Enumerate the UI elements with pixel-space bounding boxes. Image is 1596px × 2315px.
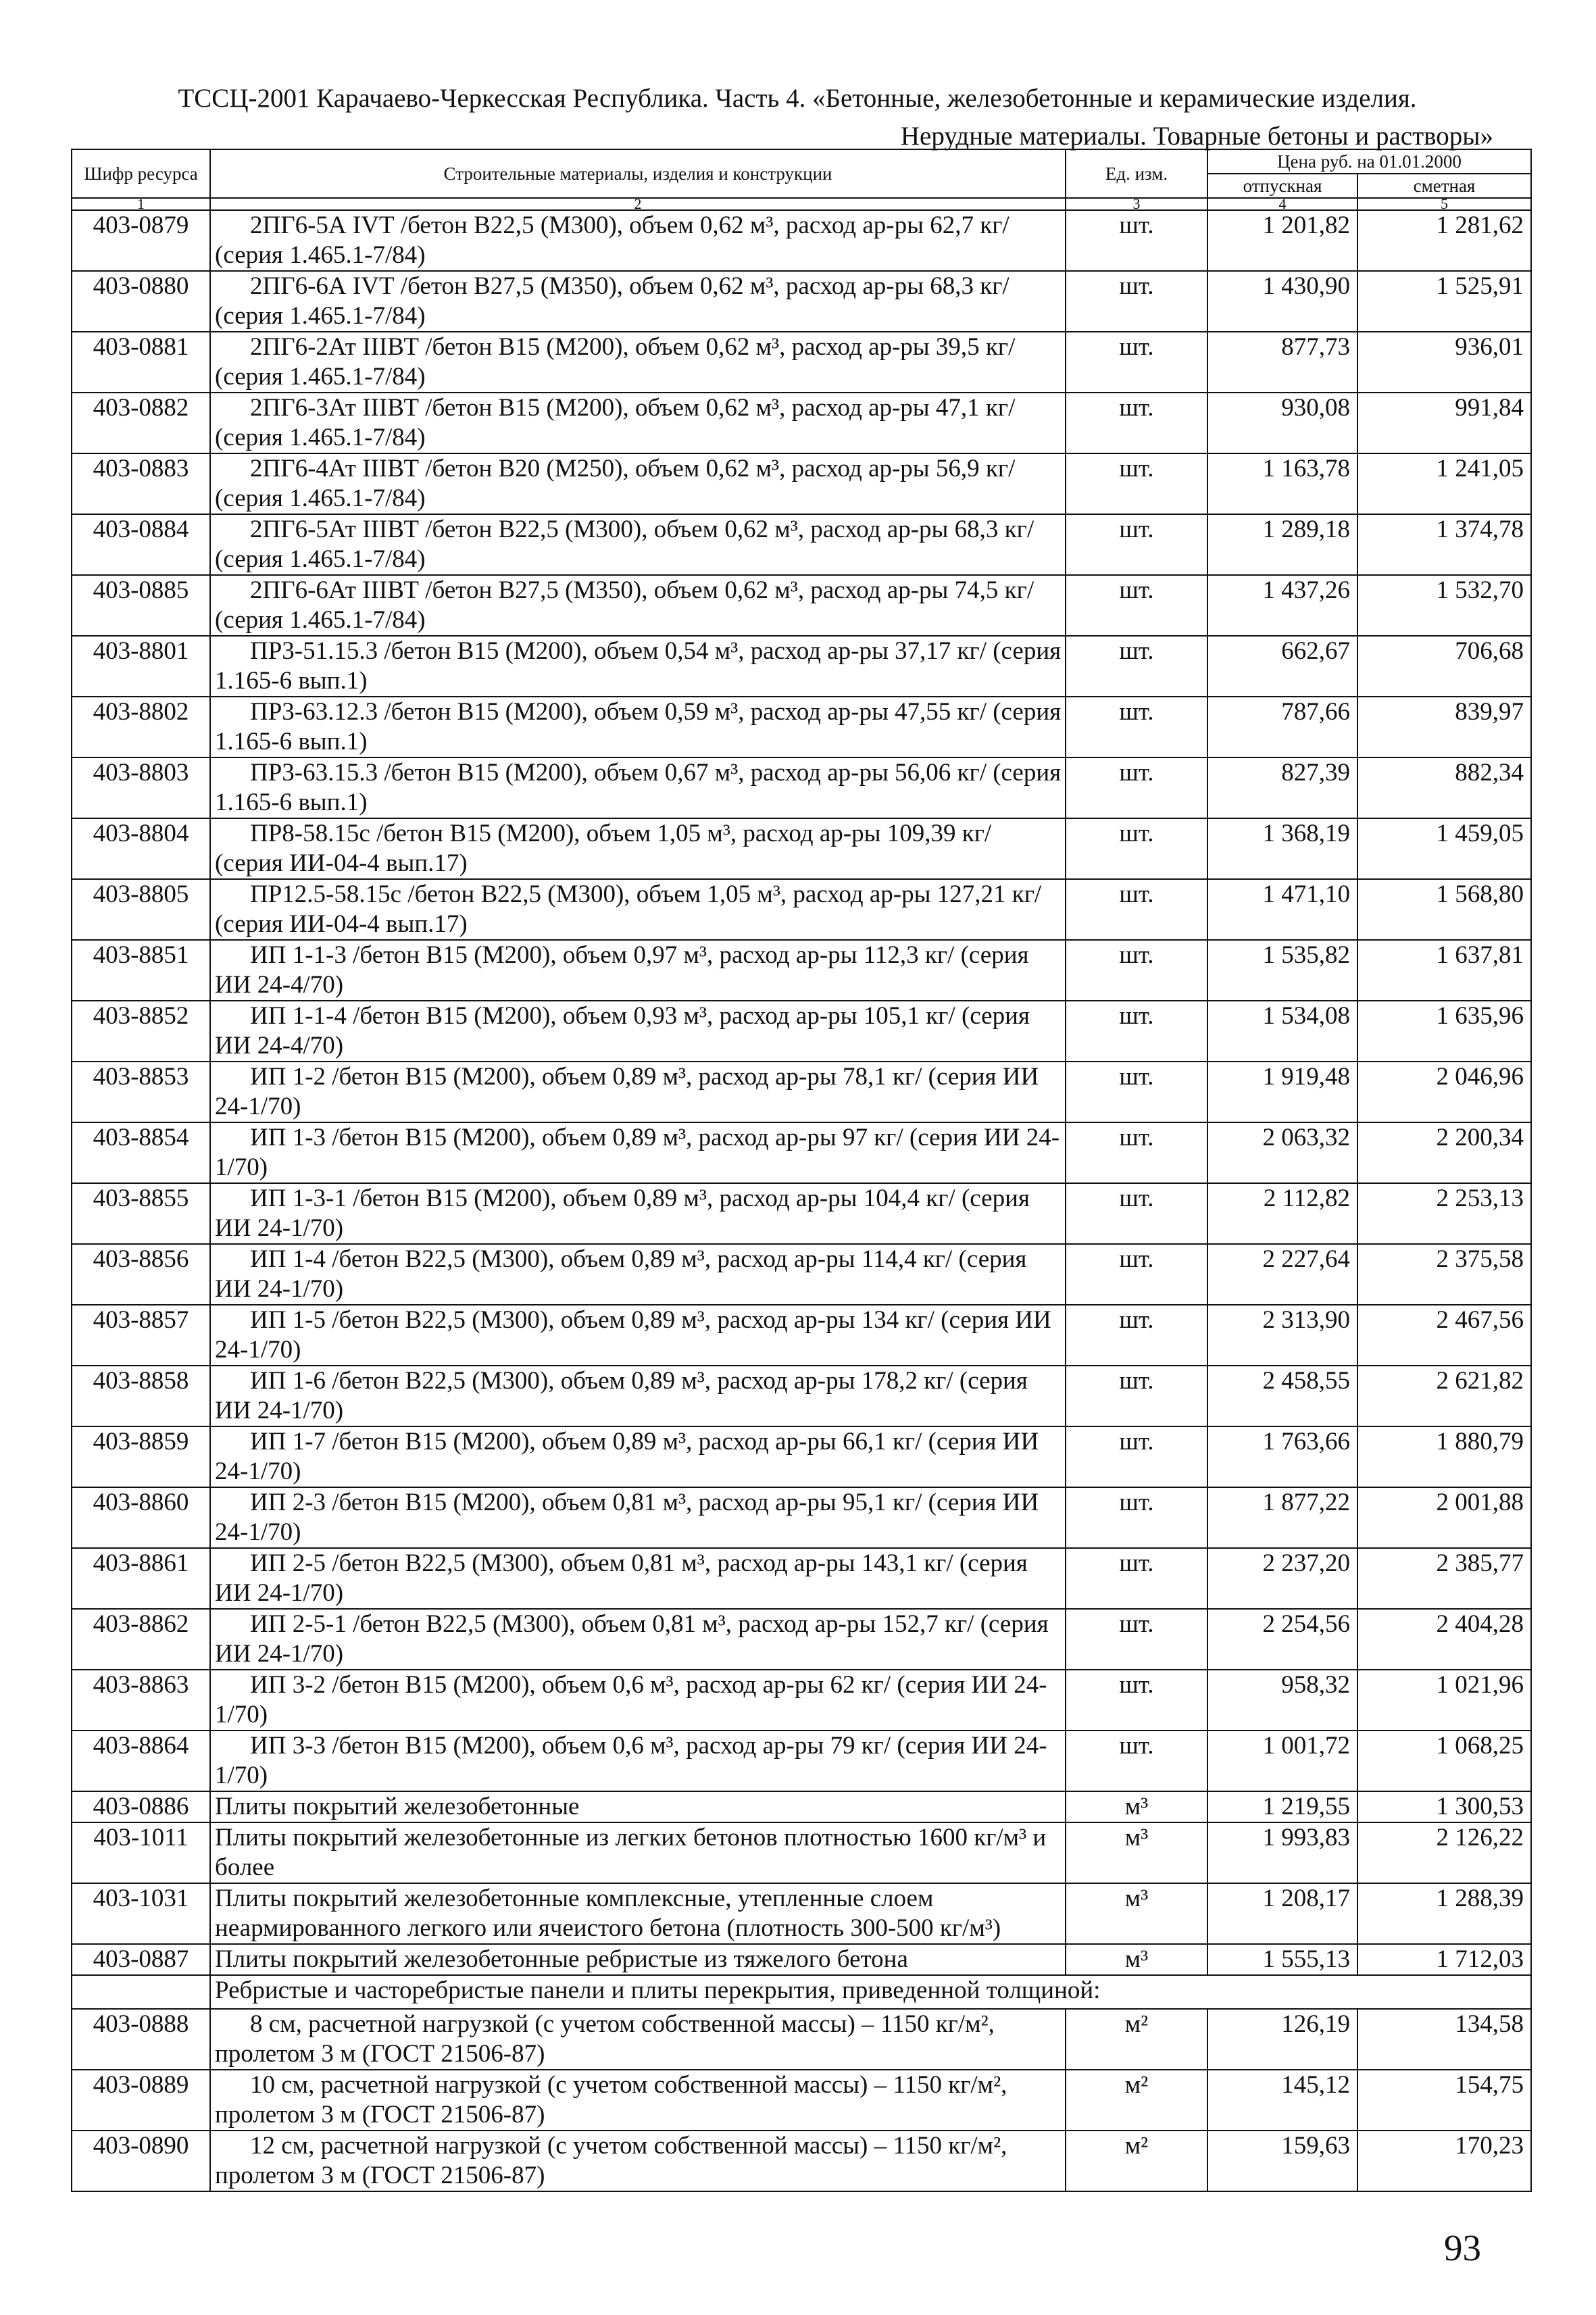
item-description	[210, 575, 1066, 636]
table-row	[72, 1548, 1531, 1609]
item-description-text: 2ПГ6-5Ат IIIВТ /бетон В22,5 (М300), объем 0,62 м³, расход ар-ры 68,3 кг/ (серия 1.465.1-7/84)	[215, 516, 1034, 573]
header-release: отпускная	[1207, 174, 1357, 198]
release-price: 1 430,90	[1207, 271, 1357, 332]
table-row	[72, 1001, 1531, 1062]
estimate-price: 839,97	[1357, 697, 1531, 757]
table-row	[72, 332, 1531, 393]
table-row	[72, 575, 1531, 636]
resource-code: 403-0884	[72, 514, 210, 575]
resource-code: 403-0889	[72, 2070, 210, 2131]
release-price: 1 534,08	[1207, 1001, 1357, 1062]
header-estimate: сметная	[1357, 174, 1531, 198]
estimate-price: 2 404,28	[1357, 1609, 1531, 1670]
item-description-text: 12 см, расчетной нагрузкой (с учетом собственной массы) – 1150 кг/м², пролетом 3 м (ГОСТ 21506-87)	[215, 2132, 1007, 2189]
item-description	[210, 757, 1066, 818]
table-row	[72, 1670, 1531, 1731]
item-description-text: ИП 2-5-1 /бетон В22,5 (М300), объем 0,81 м³, расход ар-ры 152,7 кг/ (серия ИИ 24-1/70)	[215, 1610, 1049, 1668]
table-row	[72, 1062, 1531, 1122]
release-price: 2 254,56	[1207, 1609, 1357, 1670]
release-price: 1 001,72	[1207, 1731, 1357, 1791]
release-price: 2 227,64	[1207, 1244, 1357, 1305]
unit-of-measure: шт.	[1066, 1609, 1207, 1670]
estimate-price: 154,75	[1357, 2070, 1531, 2131]
item-description	[210, 1822, 1066, 1883]
resource-code: 403-0881	[72, 332, 210, 393]
resource-code: 403-8860	[72, 1487, 210, 1548]
unit-of-measure: шт.	[1066, 697, 1207, 757]
item-description	[210, 393, 1066, 453]
release-price: 1 368,19	[1207, 818, 1357, 879]
resource-code: 403-0885	[72, 575, 210, 636]
resource-code: 403-0882	[72, 393, 210, 453]
table-row	[72, 2131, 1531, 2191]
item-description-text: Плиты покрытий железобетонные ребристые из тяжелого бетона	[215, 1945, 908, 1973]
table-row	[72, 1883, 1531, 1944]
item-description-text: ИП 1-7 /бетон В15 (М200), объем 0,89 м³, расход ар-ры 66,1 кг/ (серия ИИ 24-1/70)	[215, 1428, 1039, 1485]
estimate-price: 2 621,82	[1357, 1366, 1531, 1426]
table-row	[72, 940, 1531, 1001]
release-price: 1 437,26	[1207, 575, 1357, 636]
unit-of-measure: м²	[1066, 2131, 1207, 2191]
estimate-price: 1 241,05	[1357, 453, 1531, 514]
estimate-price: 2 375,58	[1357, 1244, 1531, 1305]
release-price: 1 163,78	[1207, 453, 1357, 514]
item-description	[210, 879, 1066, 940]
item-description	[210, 2131, 1066, 2191]
estimate-price: 1 532,70	[1357, 575, 1531, 636]
section-row	[72, 1975, 1531, 2009]
item-description	[210, 636, 1066, 697]
estimate-price: 170,23	[1357, 2131, 1531, 2191]
unit-of-measure: шт.	[1066, 940, 1207, 1001]
item-description	[210, 210, 1066, 271]
item-description	[210, 1487, 1066, 1548]
unit-of-measure: шт.	[1066, 1487, 1207, 1548]
item-description-text: 2ПГ6-3Ат IIIВТ /бетон В15 (М200), объем 0,62 м³, расход ар-ры 47,1 кг/ (серия 1.465.1-7/84)	[215, 394, 1016, 451]
item-description-text: ИП 2-5 /бетон В22,5 (М300), объем 0,81 м³, расход ар-ры 143,1 кг/ (серия ИИ 24-1/70)	[215, 1549, 1028, 1607]
item-description	[210, 453, 1066, 514]
resource-code: 403-8804	[72, 818, 210, 879]
release-price: 827,39	[1207, 757, 1357, 818]
release-price: 787,66	[1207, 697, 1357, 757]
resource-code: 403-8858	[72, 1366, 210, 1426]
header-line-1: ТССЦ-2001 Карачаево-Черкесская Республика. Часть 4. «Бетонные, железобетонные и керамические изделия.	[178, 84, 1417, 113]
unit-of-measure: шт.	[1066, 1305, 1207, 1366]
unit-of-measure: шт.	[1066, 210, 1207, 271]
estimate-price: 882,34	[1357, 757, 1531, 818]
table-header	[72, 149, 1531, 210]
table-row	[72, 1609, 1531, 1670]
table-body	[72, 210, 1531, 2191]
item-description	[210, 332, 1066, 393]
release-price: 159,63	[1207, 2131, 1357, 2191]
estimate-price: 706,68	[1357, 636, 1531, 697]
estimate-price: 1 459,05	[1357, 818, 1531, 879]
item-description-text: Плиты покрытий железобетонные из легких бетонов плотностью 1600 кг/м³ и более	[215, 1824, 1047, 1881]
unit-of-measure: шт.	[1066, 1244, 1207, 1305]
resource-code: 403-8852	[72, 1001, 210, 1062]
header-code: Шифр ресурса	[72, 149, 210, 198]
table-row	[72, 1426, 1531, 1487]
header-num-5: 5	[1357, 198, 1531, 210]
estimate-price: 134,58	[1357, 2009, 1531, 2070]
item-description-text: ПР12.5-58.15с /бетон В22,5 (М300), объем 1,05 м³, расход ар-ры 127,21 кг/ (серия ИИ-04-4 вып.17)	[215, 880, 1042, 938]
release-price: 958,32	[1207, 1670, 1357, 1731]
release-price: 662,67	[1207, 636, 1357, 697]
table-row	[72, 514, 1531, 575]
item-description-text: ИП 1-3-1 /бетон В15 (М200), объем 0,89 м³, расход ар-ры 104,4 кг/ (серия ИИ 24-1/70)	[215, 1185, 1030, 1242]
release-price: 2 313,90	[1207, 1305, 1357, 1366]
unit-of-measure: шт.	[1066, 1001, 1207, 1062]
release-price: 1 201,82	[1207, 210, 1357, 271]
unit-of-measure: шт.	[1066, 1183, 1207, 1244]
section-code-cell	[72, 1975, 210, 2009]
estimate-price: 1 637,81	[1357, 940, 1531, 1001]
release-price: 145,12	[1207, 2070, 1357, 2131]
release-price: 930,08	[1207, 393, 1357, 453]
unit-of-measure: шт.	[1066, 393, 1207, 453]
resource-code: 403-0886	[72, 1791, 210, 1822]
table-row	[72, 879, 1531, 940]
header-num-4: 4	[1207, 198, 1357, 210]
unit-of-measure: шт.	[1066, 1122, 1207, 1183]
item-description-text: ИП 1-6 /бетон В22,5 (М300), объем 0,89 м³, расход ар-ры 178,2 кг/ (серия ИИ 24-1/70)	[215, 1367, 1028, 1424]
item-description-text: ПР3-63.15.3 /бетон В15 (М200), объем 0,67 м³, расход ар-ры 56,06 кг/ (серия 1.165-6 вып.1)	[215, 759, 1062, 816]
resource-code: 403-1011	[72, 1822, 210, 1883]
unit-of-measure: шт.	[1066, 1548, 1207, 1609]
resource-code: 403-8801	[72, 636, 210, 697]
release-price: 1 535,82	[1207, 940, 1357, 1001]
estimate-price: 1 880,79	[1357, 1426, 1531, 1487]
unit-of-measure: шт.	[1066, 636, 1207, 697]
header-price: Цена руб. на 01.01.2000	[1207, 149, 1531, 174]
header-unit: Ед. изм.	[1066, 149, 1207, 198]
release-price: 1 289,18	[1207, 514, 1357, 575]
item-description	[210, 1944, 1066, 1975]
release-price: 1 763,66	[1207, 1426, 1357, 1487]
resource-code: 403-1031	[72, 1883, 210, 1944]
item-description-text: Плиты покрытий железобетонные	[215, 1793, 580, 1820]
table-row	[72, 1731, 1531, 1791]
item-description	[210, 1731, 1066, 1791]
item-description-text: ИП 1-1-3 /бетон В15 (М200), объем 0,97 м³, расход ар-ры 112,3 кг/ (серия ИИ 24-4/70)	[215, 941, 1029, 999]
resource-code: 403-0880	[72, 271, 210, 332]
item-description	[210, 2009, 1066, 2070]
item-description-text: 2ПГ6-4Ат IIIВТ /бетон В20 (М250), объем 0,62 м³, расход ар-ры 56,9 кг/ (серия 1.465.1-7/84)	[215, 455, 1016, 512]
resource-code: 403-8855	[72, 1183, 210, 1244]
item-description-text: ИП 3-2 /бетон В15 (М200), объем 0,6 м³, расход ар-ры 62 кг/ (серия ИИ 24-1/70)	[215, 1671, 1047, 1728]
release-price: 1 877,22	[1207, 1487, 1357, 1548]
estimate-price: 2 126,22	[1357, 1822, 1531, 1883]
resource-code: 403-0890	[72, 2131, 210, 2191]
resource-code: 403-8861	[72, 1548, 210, 1609]
unit-of-measure: шт.	[1066, 818, 1207, 879]
resource-code: 403-8862	[72, 1609, 210, 1670]
item-description	[210, 1426, 1066, 1487]
estimate-price: 2 467,56	[1357, 1305, 1531, 1366]
unit-of-measure: м³	[1066, 1883, 1207, 1944]
release-price: 2 112,82	[1207, 1183, 1357, 1244]
resource-code: 403-8853	[72, 1062, 210, 1122]
page-header	[101, 80, 1493, 155]
unit-of-measure: шт.	[1066, 757, 1207, 818]
table-row	[72, 1305, 1531, 1366]
estimate-price: 991,84	[1357, 393, 1531, 453]
item-description-text: ИП 1-5 /бетон В22,5 (М300), объем 0,89 м³, расход ар-ры 134 кг/ (серия ИИ 24-1/70)	[215, 1306, 1051, 1364]
unit-of-measure: шт.	[1066, 271, 1207, 332]
item-description	[210, 1122, 1066, 1183]
resource-code: 403-8856	[72, 1244, 210, 1305]
header-num-1: 1	[72, 198, 210, 210]
item-description	[210, 1244, 1066, 1305]
table-row	[72, 393, 1531, 453]
table-row	[72, 2070, 1531, 2131]
release-price: 126,19	[1207, 2009, 1357, 2070]
table-row	[72, 1791, 1531, 1822]
unit-of-measure: м²	[1066, 2070, 1207, 2131]
table-row	[72, 271, 1531, 332]
item-description	[210, 514, 1066, 575]
unit-of-measure: шт.	[1066, 1366, 1207, 1426]
estimate-price: 1 568,80	[1357, 879, 1531, 940]
release-price: 1 219,55	[1207, 1791, 1357, 1822]
estimate-price: 1 068,25	[1357, 1731, 1531, 1791]
table-row	[72, 757, 1531, 818]
item-description-text: Плиты покрытий железобетонные комплексные, утепленные слоем неармированного легкого или ячеистого бетона (плотность 300-500 кг/м³)	[215, 1885, 1001, 1942]
table-row	[72, 2009, 1531, 2070]
resource-code: 403-8864	[72, 1731, 210, 1791]
item-description	[210, 1001, 1066, 1062]
item-description	[210, 1548, 1066, 1609]
release-price: 1 919,48	[1207, 1062, 1357, 1122]
unit-of-measure: м³	[1066, 1791, 1207, 1822]
page-number: 93	[1444, 2227, 1481, 2268]
release-price: 1 555,13	[1207, 1944, 1357, 1975]
item-description-text: ПР3-63.12.3 /бетон В15 (М200), объем 0,59 м³, расход ар-ры 47,55 кг/ (серия 1.165-6 вып.1)	[215, 698, 1062, 755]
header-desc: Строительные материалы, изделия и конструкции	[210, 149, 1066, 198]
unit-of-measure: м³	[1066, 1944, 1207, 1975]
release-price: 877,73	[1207, 332, 1357, 393]
estimate-price: 1 021,96	[1357, 1670, 1531, 1731]
item-description	[210, 1062, 1066, 1122]
unit-of-measure: шт.	[1066, 575, 1207, 636]
item-description	[210, 1609, 1066, 1670]
resource-code: 403-8851	[72, 940, 210, 1001]
table-row	[72, 1183, 1531, 1244]
unit-of-measure: м²	[1066, 2009, 1207, 2070]
estimate-price: 1 635,96	[1357, 1001, 1531, 1062]
estimate-price: 1 374,78	[1357, 514, 1531, 575]
item-description	[210, 1791, 1066, 1822]
unit-of-measure: шт.	[1066, 1426, 1207, 1487]
item-description-text: ИП 1-1-4 /бетон В15 (М200), объем 0,93 м³, расход ар-ры 105,1 кг/ (серия ИИ 24-4/70)	[215, 1002, 1030, 1060]
resource-code: 403-8803	[72, 757, 210, 818]
table-row	[72, 1822, 1531, 1883]
item-description-text: 2ПГ6-6Ат IIIВТ /бетон В27,5 (М350), объем 0,62 м³, расход ар-ры 74,5 кг/ (серия 1.465.1-7/84)	[215, 576, 1034, 634]
resource-code: 403-0887	[72, 1944, 210, 1975]
item-description	[210, 1883, 1066, 1944]
estimate-price: 936,01	[1357, 332, 1531, 393]
table-row	[72, 1122, 1531, 1183]
release-price: 1 208,17	[1207, 1883, 1357, 1944]
item-description-text: ПР8-58.15с /бетон В15 (М200), объем 1,05 м³, расход ар-ры 109,39 кг/ (серия ИИ-04-4 вып.17)	[215, 820, 992, 877]
estimate-price: 1 288,39	[1357, 1883, 1531, 1944]
unit-of-measure: шт.	[1066, 1670, 1207, 1731]
item-description	[210, 818, 1066, 879]
release-price: 2 237,20	[1207, 1548, 1357, 1609]
item-description-text: 8 см, расчетной нагрузкой (с учетом собственной массы) – 1150 кг/м², пролетом 3 м (ГОСТ 21506-87)	[215, 2010, 995, 2068]
unit-of-measure: шт.	[1066, 453, 1207, 514]
item-description	[210, 1670, 1066, 1731]
table-row	[72, 1487, 1531, 1548]
unit-of-measure: шт.	[1066, 1731, 1207, 1791]
estimate-price: 2 253,13	[1357, 1183, 1531, 1244]
unit-of-measure: шт.	[1066, 332, 1207, 393]
item-description-text: 2ПГ6-2Ат IIIВТ /бетон В15 (М200), объем 0,62 м³, расход ар-ры 39,5 кг/ (серия 1.465.1-7/84)	[215, 333, 1016, 391]
table-row	[72, 1944, 1531, 1975]
item-description-text: ИП 3-3 /бетон В15 (М200), объем 0,6 м³, расход ар-ры 79 кг/ (серия ИИ 24-1/70)	[215, 1732, 1047, 1789]
table-row	[72, 636, 1531, 697]
estimate-price: 1 712,03	[1357, 1944, 1531, 1975]
header-line-2: Нерудные материалы. Товарные бетоны и растворы»	[900, 122, 1493, 151]
item-description	[210, 697, 1066, 757]
item-description-text: ПР3-51.15.3 /бетон В15 (М200), объем 0,54 м³, расход ар-ры 37,17 кг/ (серия 1.165-6 вып.1)	[215, 637, 1062, 695]
estimate-price: 2 385,77	[1357, 1548, 1531, 1609]
resource-code: 403-8863	[72, 1670, 210, 1731]
resource-code: 403-0888	[72, 2009, 210, 2070]
estimate-price: 1 281,62	[1357, 210, 1531, 271]
estimate-price: 1 525,91	[1357, 271, 1531, 332]
table-row	[72, 453, 1531, 514]
price-table	[71, 149, 1532, 2192]
item-description-text: ИП 1-2 /бетон В15 (М200), объем 0,89 м³, расход ар-ры 78,1 кг/ (серия ИИ 24-1/70)	[215, 1063, 1039, 1120]
item-description	[210, 2070, 1066, 2131]
table-row	[72, 1366, 1531, 1426]
release-price: 1 471,10	[1207, 879, 1357, 940]
resource-code: 403-8805	[72, 879, 210, 940]
resource-code: 403-8802	[72, 697, 210, 757]
unit-of-measure: м³	[1066, 1822, 1207, 1883]
item-description	[210, 940, 1066, 1001]
table-row	[72, 697, 1531, 757]
unit-of-measure: шт.	[1066, 514, 1207, 575]
estimate-price: 1 300,53	[1357, 1791, 1531, 1822]
item-description-text: 2ПГ6-6А IVТ /бетон В27,5 (М350), объем 0,62 м³, расход ар-ры 68,3 кг/ (серия 1.465.1-7/84)	[215, 272, 1009, 330]
section-title: Ребристые и часторебристые панели и плиты перекрытия, приведенной толщиной:	[210, 1975, 1531, 2009]
header-num-3: 3	[1066, 198, 1207, 210]
resource-code: 403-0883	[72, 453, 210, 514]
item-description-text: ИП 1-3 /бетон В15 (М200), объем 0,89 м³, расход ар-ры 97 кг/ (серия ИИ 24-1/70)	[215, 1124, 1060, 1181]
resource-code: 403-8859	[72, 1426, 210, 1487]
resource-code: 403-8854	[72, 1122, 210, 1183]
release-price: 2 063,32	[1207, 1122, 1357, 1183]
table-row	[72, 1244, 1531, 1305]
item-description-text: ИП 2-3 /бетон В15 (М200), объем 0,81 м³, расход ар-ры 95,1 кг/ (серия ИИ 24-1/70)	[215, 1489, 1039, 1546]
estimate-price: 2 200,34	[1357, 1122, 1531, 1183]
item-description	[210, 271, 1066, 332]
resource-code: 403-8857	[72, 1305, 210, 1366]
estimate-price: 2 046,96	[1357, 1062, 1531, 1122]
item-description	[210, 1305, 1066, 1366]
item-description	[210, 1366, 1066, 1426]
resource-code: 403-0879	[72, 210, 210, 271]
table-row	[72, 210, 1531, 271]
unit-of-measure: шт.	[1066, 1062, 1207, 1122]
unit-of-measure: шт.	[1066, 879, 1207, 940]
release-price: 1 993,83	[1207, 1822, 1357, 1883]
table-row	[72, 818, 1531, 879]
item-description-text: 2ПГ6-5А IVТ /бетон В22,5 (М300), объем 0,62 м³, расход ар-ры 62,7 кг/ (серия 1.465.1-7/84)	[215, 211, 1009, 269]
header-num-2: 2	[210, 198, 1066, 210]
estimate-price: 2 001,88	[1357, 1487, 1531, 1548]
item-description-text: ИП 1-4 /бетон В22,5 (М300), объем 0,89 м³, расход ар-ры 114,4 кг/ (серия ИИ 24-1/70)	[215, 1245, 1027, 1303]
release-price: 2 458,55	[1207, 1366, 1357, 1426]
item-description	[210, 1183, 1066, 1244]
item-description-text: 10 см, расчетной нагрузкой (с учетом собственной массы) – 1150 кг/м², пролетом 3 м (ГОСТ 21506-87)	[215, 2071, 1007, 2129]
